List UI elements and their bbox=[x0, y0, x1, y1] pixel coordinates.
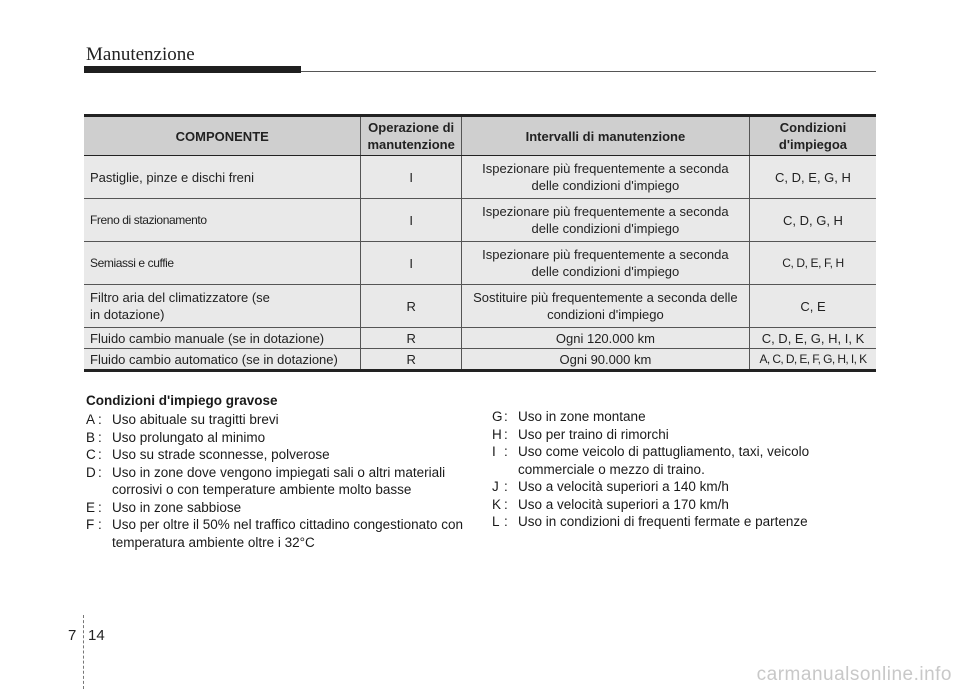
condition-code: H bbox=[492, 426, 502, 442]
column-header-operation: Operazione di manutenzione bbox=[361, 116, 461, 156]
page-header-title: Manutenzione bbox=[86, 44, 195, 65]
cell-conditions: C, D, E, G, H bbox=[749, 156, 876, 199]
list-item: C : Uso su strade sconnesse, polverose bbox=[86, 446, 476, 464]
list-item: E : Uso in zone sabbiose bbox=[86, 499, 476, 517]
table-row bbox=[84, 242, 876, 285]
condition-code: I bbox=[492, 444, 496, 459]
chapter-number: 7 bbox=[68, 627, 77, 644]
condition-text: Uso a velocità superiori a 170 km/h bbox=[518, 496, 729, 512]
condition-text: Uso in zone dove vengono impiegati sali o altri materiali corrosivi o con temperature ambiente molto basse bbox=[112, 464, 446, 497]
cell-component: Freno di stazionamento bbox=[84, 199, 361, 242]
page-divider bbox=[83, 615, 84, 689]
header-bar bbox=[84, 66, 301, 73]
column-header-interval: Intervalli di manutenzione bbox=[461, 116, 749, 156]
cell-interval: Ogni 90.000 km bbox=[461, 349, 749, 371]
column-header-conditions: Condizioni d'impiegoa bbox=[749, 116, 876, 156]
list-item: A : Uso abituale su tragitti brevi bbox=[86, 411, 476, 429]
condition-code: J bbox=[492, 479, 499, 494]
list-item: H : Uso per traino di rimorchi bbox=[492, 426, 876, 444]
table-row bbox=[84, 199, 876, 242]
cell-conditions: A, C, D, E, F, G, H, I, K bbox=[749, 349, 876, 371]
condition-code: D bbox=[86, 464, 96, 480]
column-header-component: COMPONENTE bbox=[84, 116, 361, 156]
header-rule bbox=[301, 71, 876, 72]
cell-operation: I bbox=[361, 242, 461, 285]
condition-code: L bbox=[492, 514, 500, 529]
list-item: L : Uso in condizioni di frequenti fermate e partenze bbox=[492, 513, 876, 531]
table-row bbox=[84, 156, 876, 199]
condition-code: C bbox=[86, 447, 96, 462]
condition-code: A bbox=[86, 412, 96, 427]
cell-interval: Ispezionare più frequentemente a seconda delle condizioni d'impiego bbox=[461, 156, 749, 199]
cell-component: Pastiglie, pinze e dischi freni bbox=[84, 156, 361, 199]
condition-text: Uso come veicolo di pattugliamento, taxi, veicolo commerciale o mezzo di traino. bbox=[518, 444, 810, 477]
conditions-list-left bbox=[86, 411, 476, 551]
list-item: F : Uso per oltre il 50% nel traffico cittadino congestionato con temperatura ambiente oltre i 32°C bbox=[86, 516, 476, 551]
watermark-text: carmanualsonline.info bbox=[756, 664, 952, 685]
condition-text: Uso prolungato al minimo bbox=[112, 429, 266, 445]
cell-component: Fluido cambio manuale (se in dotazione) bbox=[84, 328, 361, 349]
condition-text: Uso a velocità superiori a 140 km/h bbox=[518, 479, 729, 494]
cell-component: Fluido cambio automatico (se in dotazione) bbox=[84, 349, 361, 371]
cell-operation: R bbox=[361, 285, 461, 328]
table-row bbox=[84, 328, 876, 349]
condition-text: Uso su strade sconnesse, polverose bbox=[112, 447, 330, 462]
condition-text: Uso in zone montane bbox=[518, 409, 646, 424]
condition-text: Uso in zone sabbiose bbox=[112, 499, 242, 515]
table-header-row bbox=[84, 116, 876, 156]
condition-code: B bbox=[86, 429, 96, 445]
condition-text: Uso in condizioni di frequenti fermate e partenze bbox=[518, 514, 808, 529]
cell-operation: I bbox=[361, 199, 461, 242]
cell-component: Filtro aria del climatizzatore (se in dotazione) bbox=[84, 285, 361, 328]
list-item: G : Uso in zone montane bbox=[492, 408, 876, 426]
cell-component: Semiassi e cuffie bbox=[84, 242, 361, 285]
condition-code: F bbox=[86, 517, 95, 532]
list-item: I : Uso come veicolo di pattugliamento, taxi, veicolo commerciale o mezzo di traino. bbox=[492, 443, 876, 478]
cell-conditions: C, D, G, H bbox=[749, 199, 876, 242]
cell-interval: Sostituire più frequentemente a seconda delle condizioni d'impiego bbox=[461, 285, 749, 328]
cell-operation: I bbox=[361, 156, 461, 199]
list-item: B : Uso prolungato al minimo bbox=[86, 429, 476, 447]
condition-text: Uso abituale su tragitti brevi bbox=[112, 412, 279, 427]
condition-code: G bbox=[492, 409, 503, 424]
cell-interval: Ogni 120.000 km bbox=[461, 328, 749, 349]
conditions-heading: Condizioni d'impiego gravose bbox=[86, 393, 278, 408]
conditions-list-right bbox=[492, 408, 876, 531]
condition-text: Uso per oltre il 50% nel traffico cittadino congestionato con temperatura ambiente oltre i 32°C bbox=[112, 517, 463, 550]
list-item: K : Uso a velocità superiori a 170 km/h bbox=[492, 496, 876, 514]
cell-operation: R bbox=[361, 328, 461, 349]
page-number: 14 bbox=[88, 627, 105, 644]
maintenance-table bbox=[84, 114, 876, 372]
cell-conditions: C, E bbox=[749, 285, 876, 328]
condition-text: Uso per traino di rimorchi bbox=[518, 426, 669, 442]
table-row bbox=[84, 285, 876, 328]
list-item: D : Uso in zone dove vengono impiegati sali o altri materiali corrosivi o con temperature ambiente molto basse bbox=[86, 464, 476, 499]
cell-interval: Ispezionare più frequentemente a seconda delle condizioni d'impiego bbox=[461, 199, 749, 242]
cell-conditions: C, D, E, F, H bbox=[749, 242, 876, 285]
condition-code: E bbox=[86, 499, 96, 515]
cell-interval: Ispezionare più frequentemente a seconda delle condizioni d'impiego bbox=[461, 242, 749, 285]
cell-operation: R bbox=[361, 349, 461, 371]
condition-code: K bbox=[492, 496, 502, 512]
table-row bbox=[84, 349, 876, 371]
list-item: J : Uso a velocità superiori a 140 km/h bbox=[492, 478, 876, 496]
cell-conditions: C, D, E, G, H, I, K bbox=[749, 328, 876, 349]
